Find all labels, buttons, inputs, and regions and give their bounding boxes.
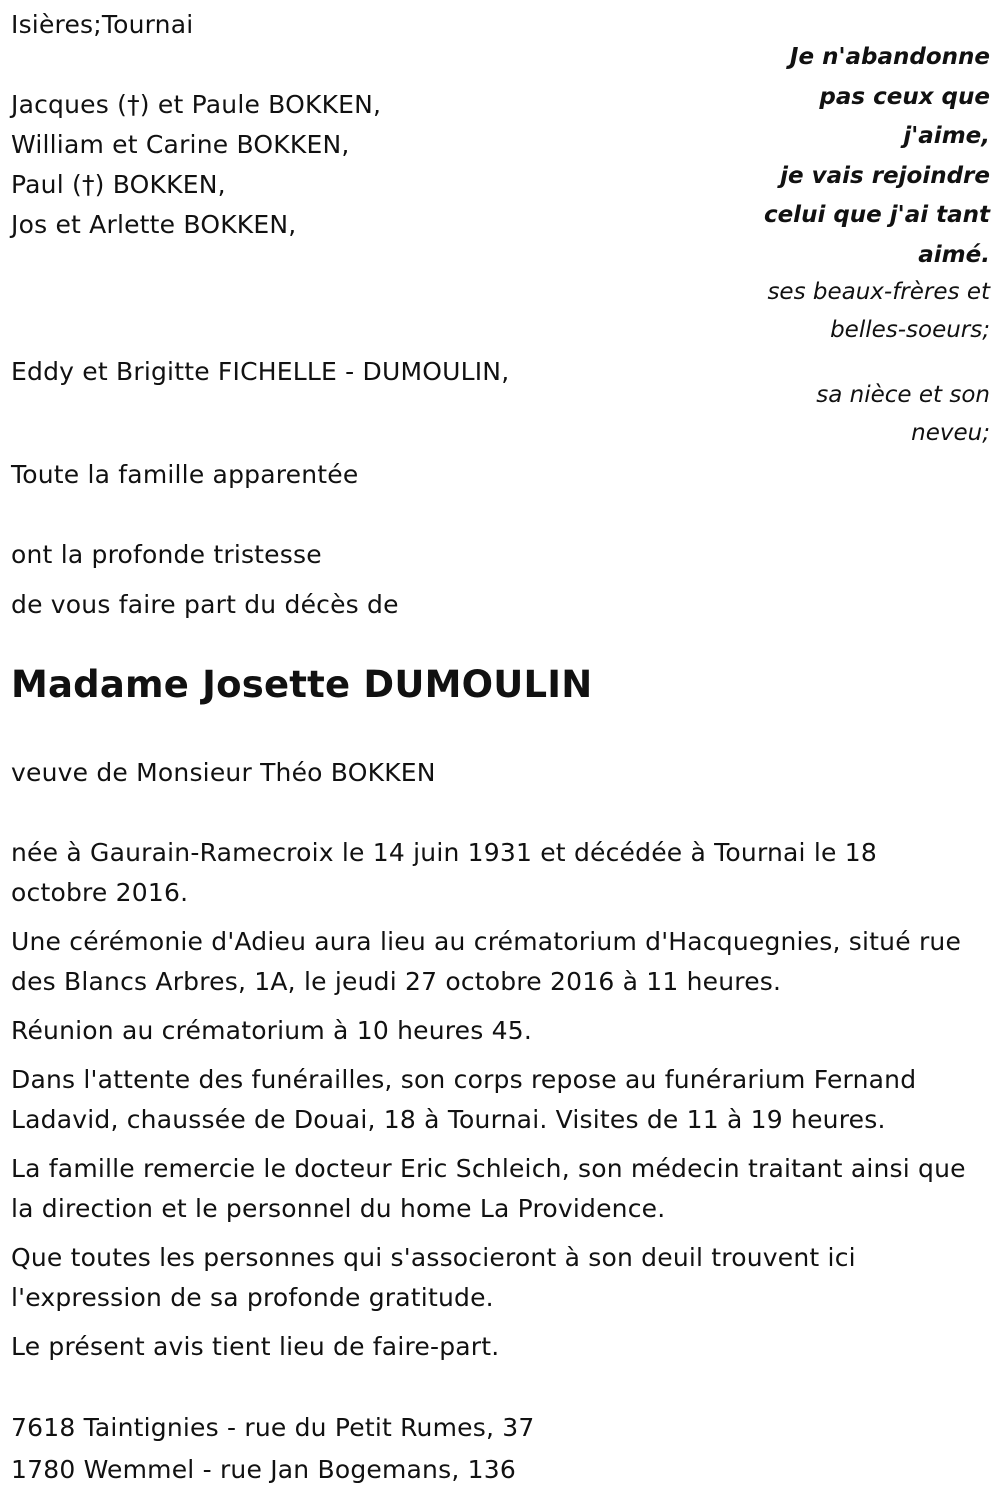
poem-line-6: aimé. xyxy=(918,241,990,268)
announce-line-1: ont la profonde tristesse xyxy=(11,540,322,569)
location-line: Isières;Tournai xyxy=(11,10,194,39)
birth-death-paragraph: née à Gaurain-Ramecroix le 14 juin 1931 et décédée à Tournai le 18 octobre 2016. xyxy=(11,838,877,907)
notice-side-column xyxy=(740,38,990,452)
niece-relation-line-2: neveu; xyxy=(911,420,990,446)
extended-family-line: Toute la famille apparentée xyxy=(11,460,359,489)
family-member-1: Jacques (†) et Paule BOKKEN, xyxy=(11,90,382,119)
address-2: 1780 Wemmel - rue Jan Bogemans, 136 xyxy=(11,1455,516,1484)
family-relation-line-2: belles-soeurs; xyxy=(830,317,990,343)
poem-line-5: celui que j'ai tant xyxy=(763,202,990,228)
poem-line-3: j'aime, xyxy=(903,123,990,149)
poem xyxy=(740,38,990,275)
family-relation-line-1: ses beaux-frères et xyxy=(767,279,990,305)
niece-relation-line-1: sa nièce et son xyxy=(816,382,990,408)
gathering-paragraph: Réunion au crématorium à 10 heures 45. xyxy=(11,1016,532,1045)
family-relation xyxy=(740,273,990,349)
poem-line-4: je vais rejoindre xyxy=(780,162,990,189)
funeral-home-paragraph: Dans l'attente des funérailles, son corps repose au funérarium Fernand Ladavid, chaussée de Douai, 18 à Tournai. Visites de 11 à 19 heures. xyxy=(11,1065,917,1134)
details-block xyxy=(11,833,976,1367)
notice-paragraph: Le présent avis tient lieu de faire-part. xyxy=(11,1332,500,1361)
family-member-3: Paul (†) BOKKEN, xyxy=(11,170,226,199)
cross-icon: † xyxy=(81,170,95,199)
cross-icon: † xyxy=(127,90,140,119)
announce-line-2: de vous faire part du décès de xyxy=(11,590,399,619)
niece-relation xyxy=(740,376,990,452)
deceased-name: Madame Josette DUMOULIN xyxy=(11,663,593,706)
thanks-paragraph: La famille remercie le docteur Eric Schleich, son médecin traitant ainsi que la direction et le personnel du home La Providence. xyxy=(11,1154,966,1223)
gratitude-paragraph: Que toutes les personnes qui s'associeront à son deuil trouvent ici l'expression de sa profonde gratitude. xyxy=(11,1243,856,1312)
address-1: 7618 Taintignies - rue du Petit Rumes, 37 xyxy=(11,1413,535,1442)
ceremony-paragraph: Une cérémonie d'Adieu aura lieu au crématorium d'Hacquegnies, situé rue des Blancs Arbres, 1A, le jeudi 27 octobre 2016 à 11 heures. xyxy=(11,927,962,996)
family-member-2: William et Carine BOKKEN, xyxy=(11,130,350,159)
niece-nephew-line: Eddy et Brigitte FICHELLE - DUMOULIN, xyxy=(11,357,510,386)
widow-of-line: veuve de Monsieur Théo BOKKEN xyxy=(11,758,436,787)
family-member-4: Jos et Arlette BOKKEN, xyxy=(11,210,297,239)
address-list xyxy=(11,1408,534,1490)
family-list xyxy=(11,85,381,245)
poem-line-1: Je n'abandonne xyxy=(789,44,990,70)
poem-line-2: pas ceux que xyxy=(819,83,990,110)
